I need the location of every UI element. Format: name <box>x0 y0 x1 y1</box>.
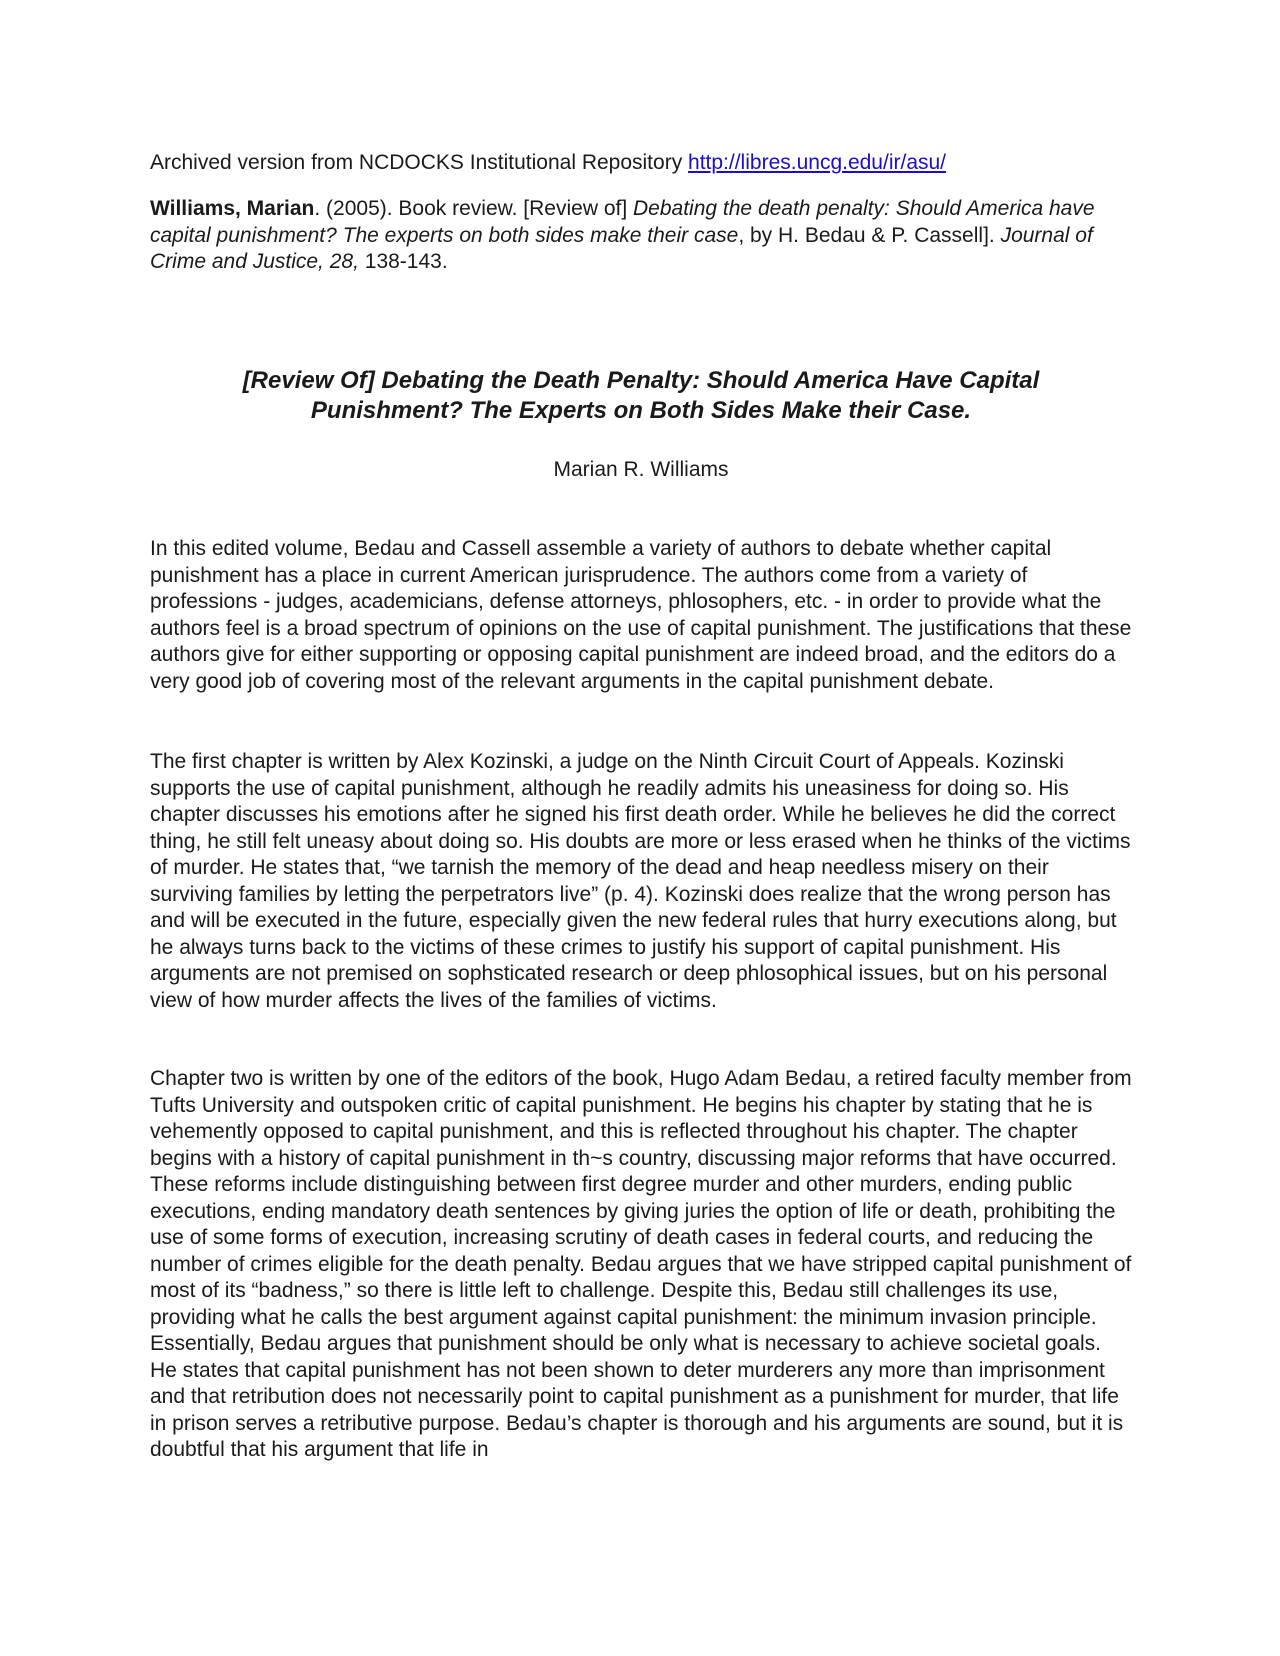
review-title <box>150 366 1132 426</box>
body-paragraph-1: In this edited volume, Bedau and Cassell assemble a variety of authors to debate whether capital punishment has a place in current American jurisprudence. The authors come from a variety of professions - judges, academicians, defense attorneys, phlosophers, etc. - in order to provide what the authors feel is a broad spectrum of opinions on the use of capital punishment. The justifications that these authors give for either supporting or opposing capital punishment are indeed broad, and the editors do a very good job of covering most of the relevant arguments in the capital punishment debate. <box>150 537 1132 693</box>
citation-book-title: Debating the death penalty: Should America have capital punishment? The experts on both sides make their case <box>150 197 1095 247</box>
review-title-line-1: [Review Of] Debating the Death Penalty: Should America Have Capital <box>242 367 1040 394</box>
review-author: Marian R. Williams <box>553 458 729 481</box>
body-paragraph-3: Chapter two is written by one of the editors of the book, Hugo Adam Bedau, a retired faculty member from Tufts University and outspoken critic of capital punishment. He begins his chapter by stating that he is vehemently opposed to capital punishment, and this is reflected throughout his chapter. The chapter begins with a history of capital punishment in th~s country, discussing major reforms that have occurred. These reforms include distinguishing between first degree murder and other murders, ending public executions, ending mandatory death sentences by giving juries the option of life or death, prohibiting the use of some forms of execution, increasing scrutiny of death cases in federal courts, and reducing the number of crimes eligible for the death penalty. Bedau argues that we have stripped capital punishment of most of its “badness,” so there is little left to challenge. Despite this, Bedau still challenges its use, providing what he calls the best argument against capital punishment: the minimum invasion principle. Essentially, Bedau argues that punishment should be only what is necessary to achieve societal goals. He states that capital punishment has not been shown to deter murderers any more than imprisonment and that retribution does not necessarily point to capital punishment as a punishment for murder, that life in prison serves a retributive purpose. Bedau’s chapter is thorough and his arguments are sound, but it is doubtful that his argument that life in <box>150 1067 1132 1461</box>
body-paragraph-2: The first chapter is written by Alex Kozinski, a judge on the Ninth Circuit Court of Appeals. Kozinski supports the use of capital punishment, although he readily admits his uneasiness for doing so. His chapter discusses his emotions after he signed his first death order. While he believes he did the correct thing, he still felt uneasy about doing so. His doubts are more or less erased when he thinks of the victims of murder. He states that, “we tarnish the memory of the dead and heap needless misery on their surviving families by letting the perpetrators live” (p. 4). Kozinski does realize that the wrong person has and will be executed in the future, especially given the new federal rules that hurry executions along, but he always turns back to the victims of these crimes to justify his support of capital punishment. His arguments are not premised on sophsticated research or deep phlosophical issues, but on his personal view of how murder affects the lives of the families of victims. <box>150 750 1131 1012</box>
citation-editors: , by H. Bedau & P. Cassell]. <box>738 223 1001 247</box>
citation <box>150 196 1132 276</box>
citation-year-type: . (2005). Book review. [Review of] <box>314 197 634 220</box>
review-title-line-2: Punishment? The Experts on Both Sides Make their Case. <box>310 397 972 424</box>
archive-notice <box>150 150 946 176</box>
archive-text: Archived version from NCDOCKS Institutional Repository <box>150 151 689 174</box>
citation-pages: 138-143. <box>358 250 448 273</box>
citation-journal: Journal of Crime and Justice, 28, <box>150 223 1093 273</box>
repository-link[interactable]: http://libres.uncg.edu/ir/asu/ <box>688 151 947 174</box>
document-page <box>150 0 1132 1656</box>
citation-author: Williams, Marian <box>150 197 315 220</box>
